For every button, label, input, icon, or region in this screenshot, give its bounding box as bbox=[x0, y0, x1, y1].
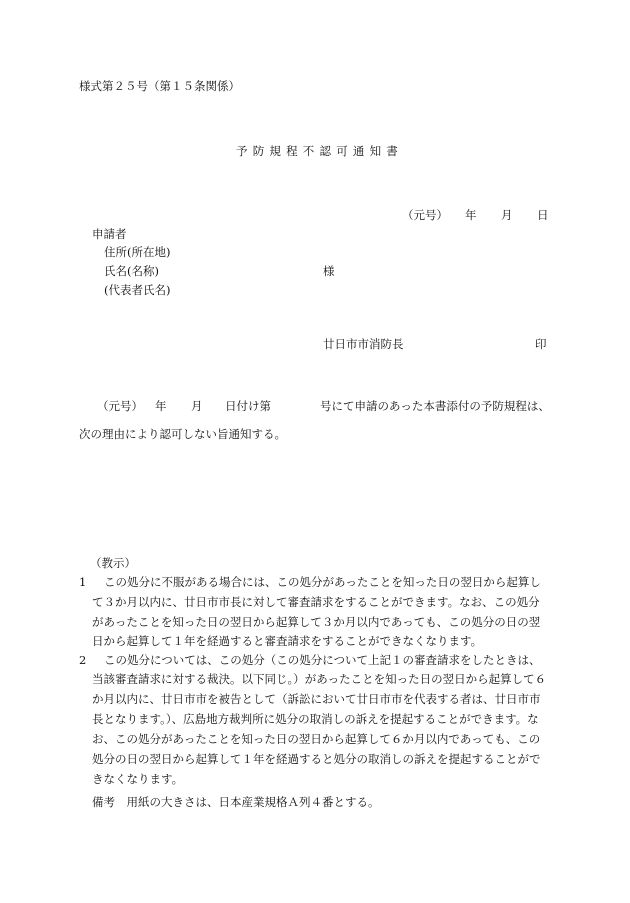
notice-item-line: か月以内に、廿日市市を被告として（訴訟において廿日市市を代表する者は、廿日市市 bbox=[92, 692, 541, 706]
notice-item-line: この処分については、この処分（この処分について上記１の審査請求をしたときは、 bbox=[104, 653, 541, 667]
form-number: 様式第２５号（第１５条関係） bbox=[79, 79, 240, 93]
body-line1-rest: 号にて申請のあった本書添付の予防規程は、 bbox=[320, 399, 550, 413]
notice-item-line: きなくなります。 bbox=[92, 772, 184, 786]
notice-item-line: 当該審査請求に対する裁決。以下同じ。）があったことを知った日の翌日から起算して６ bbox=[92, 672, 547, 686]
date-year: 年 bbox=[465, 208, 477, 222]
notice-item-number: 1 bbox=[79, 575, 87, 589]
representative-label: (代表者氏名) bbox=[104, 283, 171, 297]
remark: 備考 用紙の大きさは、日本産業規格Ａ列４番とする。 bbox=[92, 795, 380, 809]
notice-item-line: 日から起算して１年を経過すると審査請求をすることができなくなります。 bbox=[92, 634, 483, 648]
address-label: 住所(所在地) bbox=[104, 245, 171, 259]
page-title: 予防規程不認可通知書 bbox=[236, 144, 403, 158]
applicant-label: 申請者 bbox=[92, 227, 127, 241]
body-month: 月 bbox=[191, 399, 203, 413]
date-month: 月 bbox=[501, 208, 513, 222]
notice-item-line: があったことを知った日の翌日から起算して３か月以内であっても、この処分の日の翌 bbox=[92, 615, 541, 629]
notice-item-line: お、この処分があったことを知った日の翌日から起算して６か月以内であっても、この bbox=[92, 732, 541, 746]
issuer-chief: 廿日市市消防長 bbox=[323, 337, 404, 351]
notice-item-line: て３か月以内に、廿日市市長に対して審査請求をすることができます。なお、この処分 bbox=[92, 595, 540, 609]
seal-mark: 印 bbox=[535, 337, 547, 351]
notice-item-line: この処分に不服がある場合には、この処分があったことを知った日の翌日から起算し bbox=[104, 575, 541, 589]
body-dated: 日付け第 bbox=[225, 399, 271, 413]
honorific: 様 bbox=[323, 264, 335, 278]
notice-heading: （教示） bbox=[90, 556, 136, 570]
notice-item-line: 長となります。）、広島地方裁判所に処分の取消しの訴えを提起することができます。な bbox=[92, 712, 539, 726]
body-line2: 次の理由により認可しない旨通知する。 bbox=[79, 427, 286, 441]
name-label: 氏名(名称) bbox=[104, 264, 159, 278]
notice-item-line: 処分の日の翌日から起算して１年を経過すると処分の取消しの訴えを提起することがで bbox=[92, 752, 541, 766]
notice-item-number: 2 bbox=[79, 653, 87, 667]
body-year: 年 bbox=[155, 399, 167, 413]
date-era: （元号） bbox=[402, 208, 448, 222]
date-day: 日 bbox=[537, 208, 549, 222]
body-era: （元号） bbox=[97, 399, 143, 413]
